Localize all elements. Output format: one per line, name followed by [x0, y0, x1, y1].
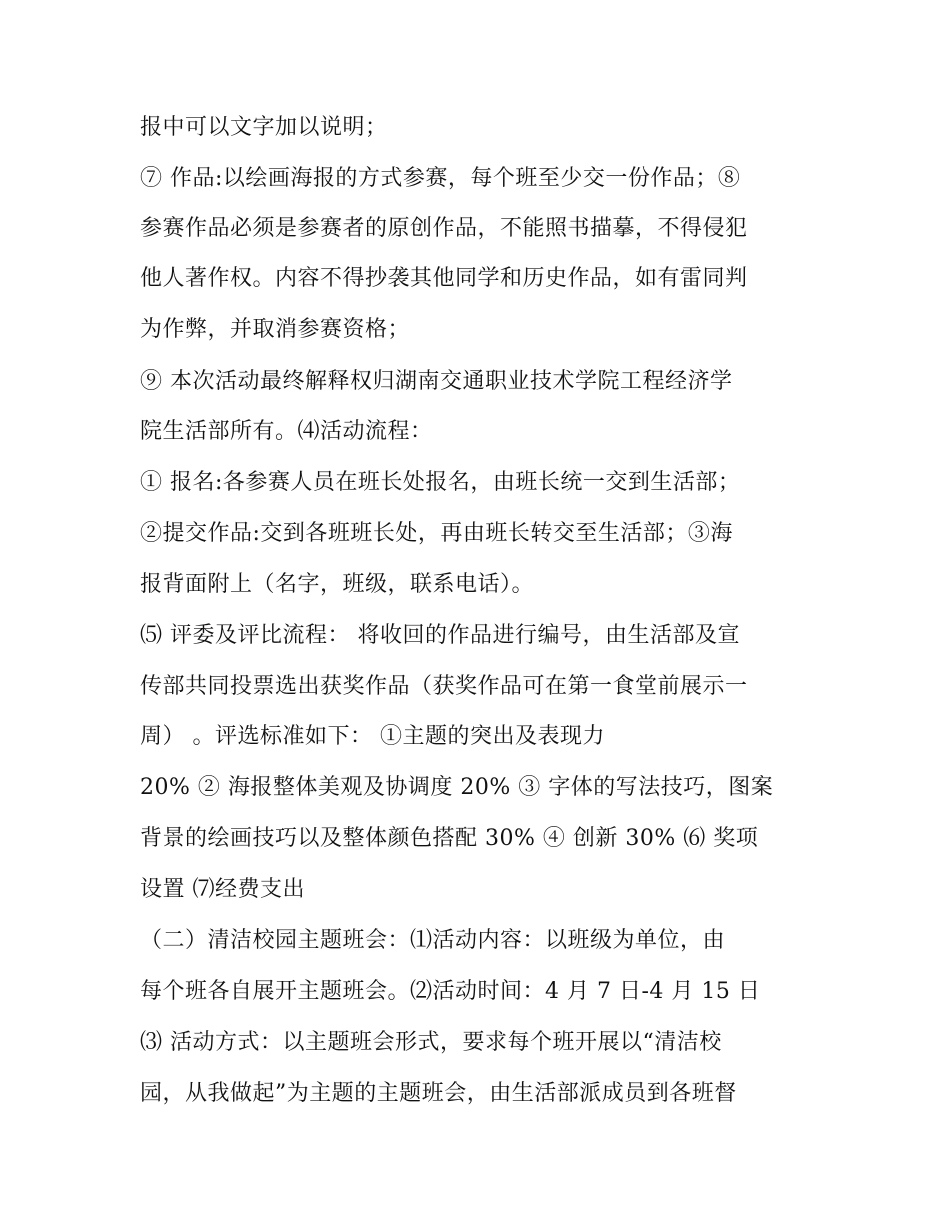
- text-line: ⑦ 作品:以绘画海报的方式参赛，每个班至少交一份作品；⑧: [140, 166, 741, 191]
- text-line: 园，从我做起”为主题的主题班会，由生活部派成员到各班督: [140, 1081, 737, 1106]
- text-line: 他人著作权。内容不得抄袭其他同学和历史作品，如有雷同判: [140, 266, 748, 291]
- text-line: ⑶ 活动方式：以主题班会形式，要求每个班开展以“清洁校: [140, 1030, 722, 1055]
- text-line: ① 报名:各参赛人员在班长处报名，由班长统一交到生活部；: [140, 470, 741, 495]
- text-line: 为作弊，并取消参赛资格；: [140, 317, 411, 342]
- text-line: ②提交作品:交到各班班长处，再由班长转交至生活部；③海: [140, 521, 733, 546]
- text-line: 20% ② 海报整体美观及协调度 20% ③ 字体的写法技巧，图案: [140, 775, 774, 800]
- text-line: ⑸ 评委及评比流程： 将收回的作品进行编号，由生活部及宣: [140, 623, 740, 648]
- text-line: 每个班各自展开主题班会。⑵活动时间：4 月 7 日-4 月 15 日: [140, 979, 761, 1004]
- text-line: 传部共同投票选出获奖作品（获奖作品可在第一食堂前展示一: [140, 674, 748, 699]
- text-line: ⑨ 本次活动最终解释权归湖南交通职业技术学院工程经济学: [140, 369, 733, 394]
- text-line: （二）清洁校园主题班会：⑴活动内容：以班级为单位，由: [140, 928, 726, 953]
- text-line: 周） 。评选标准如下： ①主题的突出及表现力: [140, 724, 605, 749]
- text-line: 设置 ⑺经费支出: [140, 877, 305, 902]
- text-line: 参赛作品必须是参赛者的原创作品，不能照书描摹，不得侵犯: [140, 216, 748, 241]
- text-line: 背景的绘画技巧以及整体颜色搭配 30% ④ 创新 30% ⑹ 奖项: [140, 826, 759, 851]
- text-line: 报中可以文字加以说明；: [140, 115, 388, 140]
- text-line: 报背面附上（名字，班级，联系电话）。: [140, 572, 535, 597]
- text-line: 院生活部所有。⑷活动流程：: [140, 419, 433, 444]
